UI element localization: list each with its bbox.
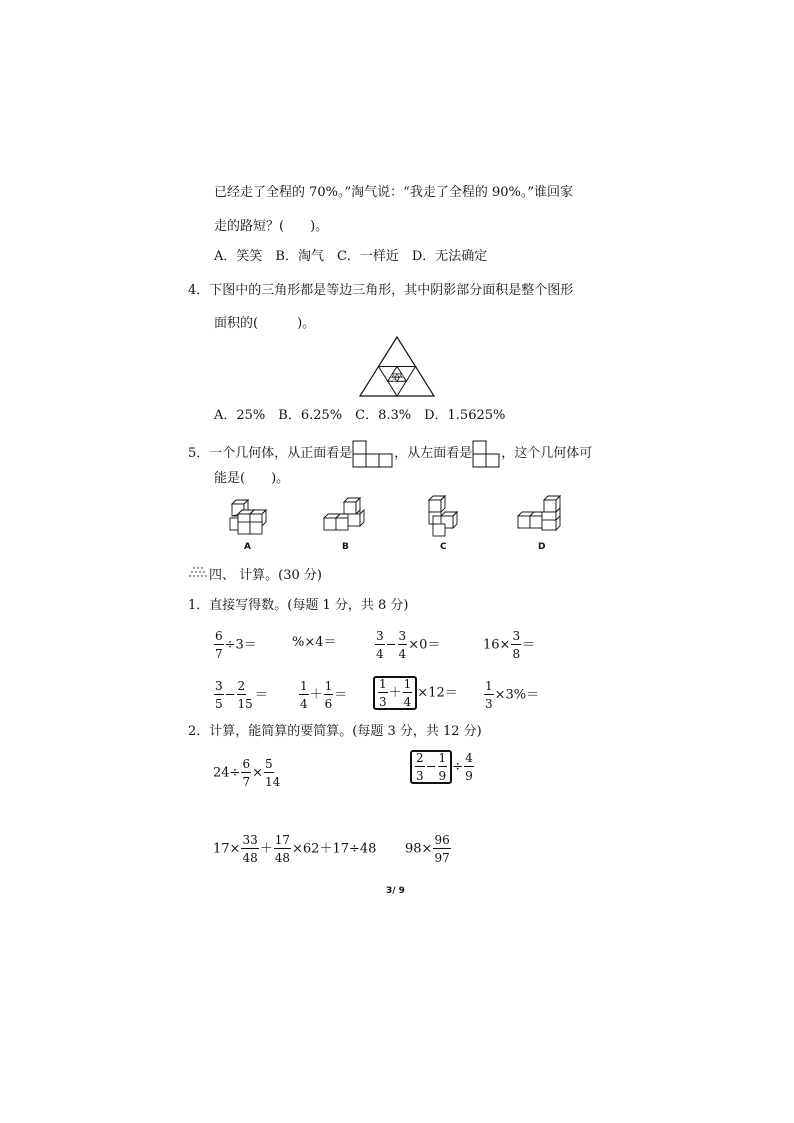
frac-num: 1	[438, 751, 447, 765]
option-a-cubes	[226, 496, 276, 536]
option-b-label: B	[342, 542, 349, 552]
q5-text-c: ，这个几何体可	[501, 446, 593, 461]
q3-line1: 已经走了全程的 70%。”淘气说：“我走了全程的 90%。”谁回家	[214, 185, 573, 200]
frac-den: 4	[398, 647, 407, 661]
calc-4	[405, 834, 452, 864]
frac-den: 97	[434, 851, 450, 865]
frac-num: 6	[215, 629, 223, 643]
option-d-label: D	[538, 542, 546, 552]
expr-op: −	[224, 687, 236, 703]
expr-op: ＋	[388, 685, 402, 701]
frac-den: 4	[300, 697, 308, 711]
option-d-cubes	[516, 494, 568, 536]
frac-den: 7	[215, 647, 223, 661]
q4-options: A．25% B．6.25% C．8.3% D．1.5625%	[214, 408, 506, 423]
q4-line2: 面积的( )。	[214, 316, 316, 331]
frac-den: 48	[274, 851, 291, 865]
option-a-label: A	[244, 542, 251, 552]
expr-op: ×	[252, 765, 263, 781]
expr-rest: ×3%＝	[494, 687, 540, 703]
q3-options: A．笑笑 B．淘气 C．一样近 D．无法确定	[214, 249, 488, 264]
expr-mid: ÷	[452, 759, 464, 775]
part1-title: 1．直接写得数。(每题 1 分，共 8 分)	[188, 598, 409, 613]
part2-title: 2．计算，能简算的要简算。(每题 3 分，共 12 分)	[188, 724, 482, 739]
frac-num: 1	[379, 677, 387, 691]
calc-1	[213, 758, 282, 788]
q5-text-a: 5．一个几何体，从正面看是	[188, 446, 353, 461]
frac-num: 2	[237, 679, 246, 693]
frac-den: 6	[324, 697, 333, 711]
option-c-label: C	[440, 542, 447, 552]
page-number: 3/ 9	[386, 886, 405, 896]
expr-pre: 17×	[213, 841, 241, 857]
expr-rest: ×0＝	[408, 637, 441, 653]
parenthesis-group	[373, 676, 417, 710]
frac-num: 3	[376, 629, 384, 643]
triangle-figure	[358, 336, 436, 398]
frac-num: 1	[324, 679, 333, 693]
q5-text-b: ，从左面看是	[394, 446, 473, 461]
expr-7	[373, 676, 458, 710]
front-view-icon	[352, 440, 394, 468]
expr-rest: ＝	[254, 687, 268, 703]
q4-line1: 4．下图中的三角形都是等边三角形，其中阴影部分面积是整个图形	[188, 283, 574, 298]
left-view-icon	[472, 440, 501, 468]
frac-den: 3	[485, 697, 493, 711]
expr-pre: 24÷	[213, 765, 241, 781]
frac-num: 3	[215, 679, 223, 693]
frac-num: 33	[242, 833, 258, 847]
frac-den: 4	[403, 695, 412, 709]
expr-op: −	[385, 637, 397, 653]
section-four-title: 四、 计算。(30 分)	[209, 568, 322, 583]
frac-num: 6	[242, 757, 251, 771]
frac-num: 1	[403, 677, 412, 691]
frac-den: 14	[264, 775, 281, 789]
frac-den: 48	[242, 851, 258, 865]
expr-op: −	[425, 759, 437, 775]
q5-line1	[188, 438, 592, 468]
option-c-cubes	[423, 494, 463, 538]
calc-3	[213, 834, 376, 864]
expr-6	[298, 680, 347, 710]
expr-rest: ×12＝	[417, 685, 458, 701]
frac-num: 1	[300, 679, 308, 693]
q3-line2: 走的路短？( )。	[214, 219, 329, 234]
expr-4	[483, 630, 535, 660]
frac-num: 5	[264, 757, 273, 771]
section-decoration-icon	[186, 564, 208, 580]
parenthesis-group	[410, 750, 452, 784]
frac-num: 96	[434, 833, 450, 847]
frac-num: 4	[465, 751, 473, 765]
expr-rest: ＝	[522, 637, 536, 653]
option-b-cubes	[320, 496, 370, 536]
expr-op: ＋	[309, 687, 323, 703]
frac-den: 3	[379, 695, 387, 709]
frac-den: 5	[215, 697, 223, 711]
frac-den: 7	[242, 775, 251, 789]
expr-2: %×4＝	[292, 635, 337, 650]
frac-den: 15	[237, 697, 253, 711]
expr-pre: 98×	[405, 841, 433, 857]
expr-1	[213, 630, 257, 660]
expr-rest: ＝	[334, 687, 348, 703]
frac-den: 9	[465, 769, 473, 783]
expr-pre: 16×	[483, 637, 511, 653]
expr-8	[483, 680, 539, 710]
expr-3	[374, 630, 440, 660]
frac-den: 8	[512, 647, 521, 661]
expr-rest: ×62＋17÷48	[292, 841, 377, 857]
frac-num: 17	[274, 833, 291, 847]
frac-den: 4	[376, 647, 384, 661]
frac-den: 3	[416, 769, 424, 783]
q5-line2: 能是( )。	[214, 471, 290, 486]
frac-num: 3	[398, 629, 407, 643]
expr-5	[213, 680, 268, 710]
expr-op: ＋	[259, 841, 273, 857]
frac-num: 1	[485, 679, 493, 693]
frac-den: 9	[438, 769, 447, 783]
frac-num: 3	[512, 629, 521, 643]
frac-num: 2	[416, 751, 424, 765]
expr-rest: ÷3＝	[224, 637, 257, 653]
calc-2	[410, 750, 475, 784]
